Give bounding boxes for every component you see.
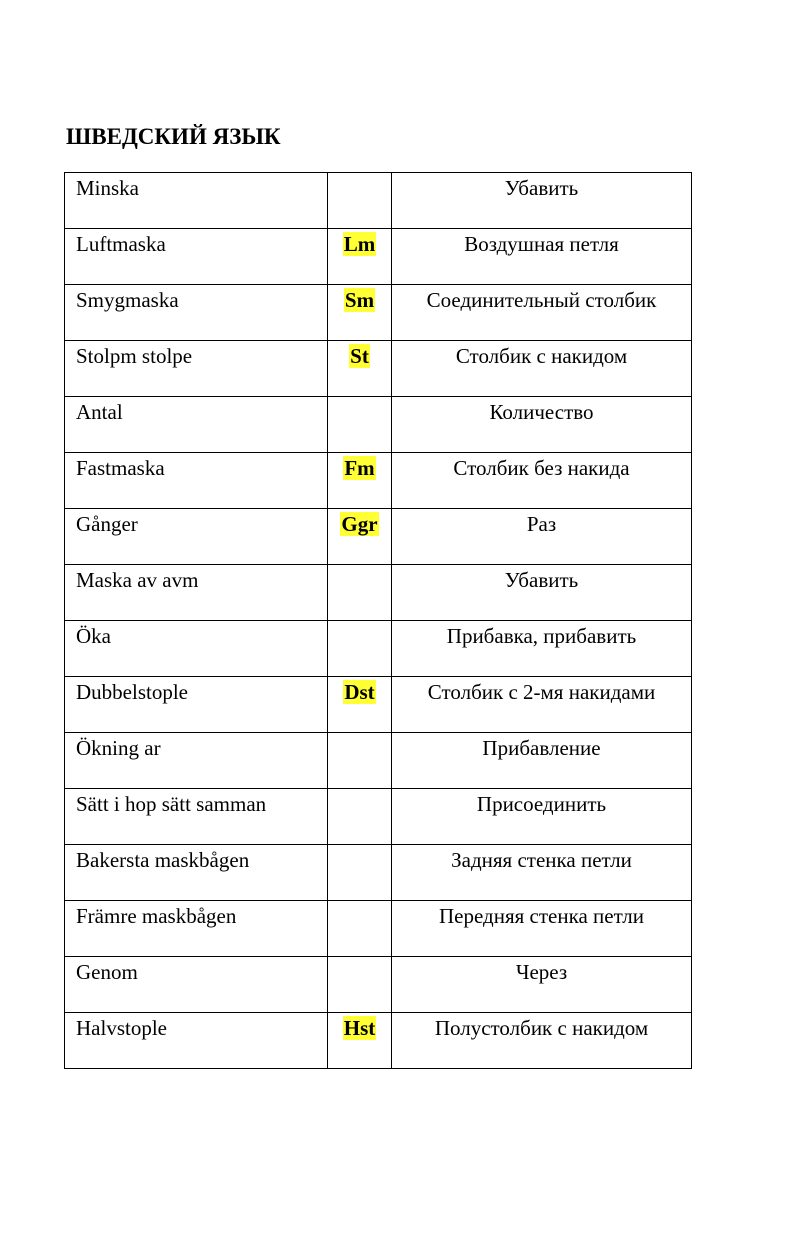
swedish-term: Ökning ar — [65, 733, 328, 789]
abbreviation-badge: Ggr — [341, 512, 378, 536]
abbreviation-cell — [328, 341, 392, 397]
table-row — [65, 1013, 692, 1069]
russian-translation: Убавить — [392, 565, 692, 621]
table-row — [65, 229, 692, 285]
russian-translation: Через — [392, 957, 692, 1013]
abbreviation-cell — [328, 565, 392, 621]
swedish-term: Fastmaska — [65, 453, 328, 509]
table-row — [65, 621, 692, 677]
swedish-term: Antal — [65, 397, 328, 453]
table-row — [65, 845, 692, 901]
russian-translation: Соединительный столбик — [392, 285, 692, 341]
russian-translation: Количество — [392, 397, 692, 453]
abbreviation-badge: Lm — [343, 232, 376, 256]
russian-translation: Столбик без накида — [392, 453, 692, 509]
table-row — [65, 565, 692, 621]
russian-translation: Воздушная петля — [392, 229, 692, 285]
abbreviation-cell — [328, 509, 392, 565]
swedish-term: Stolpm stolpe — [65, 341, 328, 397]
table-row — [65, 173, 692, 229]
abbreviation-cell — [328, 845, 392, 901]
russian-translation: Столбик с 2-мя накидами — [392, 677, 692, 733]
swedish-term: Genom — [65, 957, 328, 1013]
swedish-term: Halvstople — [65, 1013, 328, 1069]
abbreviation-cell — [328, 733, 392, 789]
swedish-term: Främre maskbågen — [65, 901, 328, 957]
abbreviation-cell — [328, 957, 392, 1013]
page-title: ШВЕДСКИЙ ЯЗЫК — [66, 124, 281, 149]
russian-translation: Убавить — [392, 173, 692, 229]
table-row — [65, 453, 692, 509]
abbreviation-cell — [328, 677, 392, 733]
russian-translation: Передняя стенка петли — [392, 901, 692, 957]
abbreviation-badge: Sm — [344, 288, 375, 312]
russian-translation: Задняя стенка петли — [392, 845, 692, 901]
russian-translation: Прибавка, прибавить — [392, 621, 692, 677]
abbreviation-cell — [328, 901, 392, 957]
swedish-term: Smygmaska — [65, 285, 328, 341]
abbreviation-badge: St — [350, 344, 369, 368]
swedish-term: Sätt i hop sätt samman — [65, 789, 328, 845]
table-row — [65, 509, 692, 565]
swedish-term: Gånger — [65, 509, 328, 565]
russian-translation: Столбик с накидом — [392, 341, 692, 397]
abbreviation-cell — [328, 621, 392, 677]
swedish-term: Dubbelstople — [65, 677, 328, 733]
swedish-term: Luftmaska — [65, 229, 328, 285]
russian-translation: Полустолбик с накидом — [392, 1013, 692, 1069]
table-row — [65, 733, 692, 789]
table-row — [65, 285, 692, 341]
swedish-term: Maska av avm — [65, 565, 328, 621]
russian-translation: Раз — [392, 509, 692, 565]
swedish-term: Bakersta maskbågen — [65, 845, 328, 901]
abbreviation-cell — [328, 453, 392, 509]
abbreviation-badge: Hst — [343, 1016, 376, 1040]
abbreviation-cell — [328, 229, 392, 285]
swedish-term: Öka — [65, 621, 328, 677]
vocabulary-table — [64, 172, 692, 1069]
table-row — [65, 901, 692, 957]
abbreviation-cell — [328, 397, 392, 453]
table-row — [65, 677, 692, 733]
abbreviation-badge: Dst — [344, 680, 375, 704]
abbreviation-cell — [328, 285, 392, 341]
table-row — [65, 957, 692, 1013]
swedish-term: Minska — [65, 173, 328, 229]
russian-translation: Прибавление — [392, 733, 692, 789]
abbreviation-badge: Fm — [344, 456, 375, 480]
abbreviation-cell — [328, 789, 392, 845]
russian-translation: Присоединить — [392, 789, 692, 845]
table-row — [65, 789, 692, 845]
abbreviation-cell — [328, 173, 392, 229]
table-row — [65, 341, 692, 397]
table-row — [65, 397, 692, 453]
abbreviation-cell — [328, 1013, 392, 1069]
